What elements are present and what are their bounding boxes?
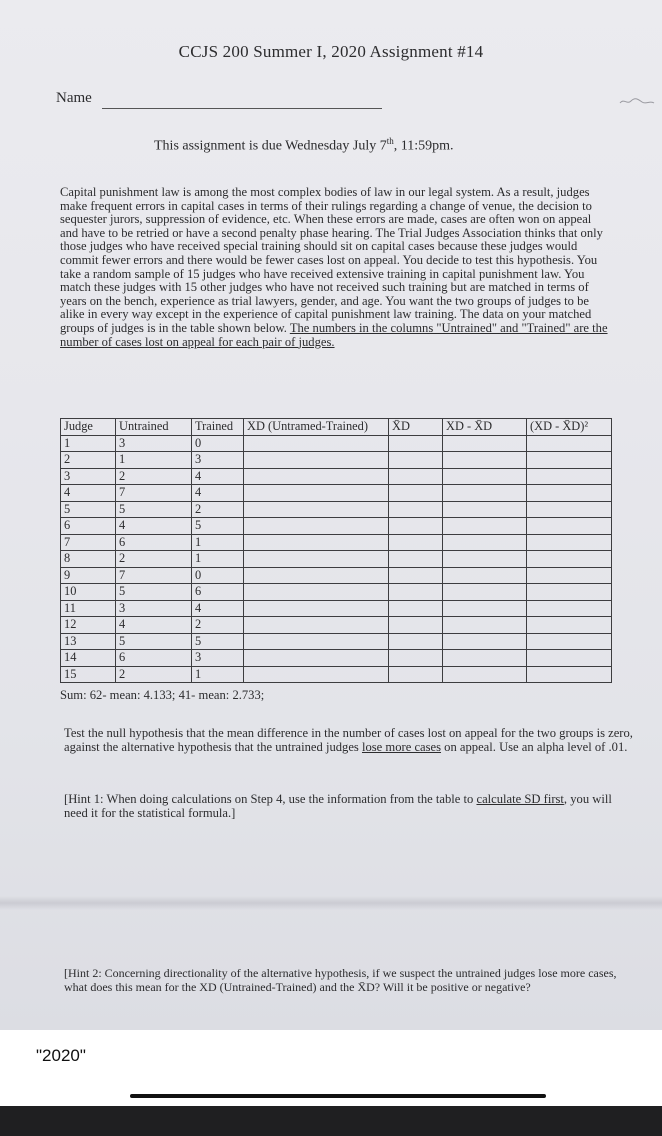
- table-cell: [389, 435, 443, 452]
- table-cell: [443, 518, 527, 535]
- table-cell: [389, 600, 443, 617]
- hypothesis-test-instructions: Test the null hypothesis that the mean difference in the number of cases lost on appeal for the two groups is zero, against the alternative hypothesis that the untrained judges lose more cases on appeal. Use an alpha level of .01.: [64, 726, 633, 754]
- table-cell: [389, 452, 443, 469]
- name-field-line: [102, 108, 382, 109]
- table-cell: [443, 584, 527, 601]
- table-row: [61, 600, 612, 617]
- underlined-column-note: The numbers in the columns "Untrained" and "Trained" are the number of cases lost on appeal for each pair of judges.: [60, 320, 608, 349]
- table-cell: 4: [192, 468, 244, 485]
- header-squared-deviation: (XD - X̄D)²: [527, 419, 612, 436]
- table-cell: [389, 633, 443, 650]
- table-cell: [443, 485, 527, 502]
- header-trained: Trained: [192, 419, 244, 436]
- table-cell: 6: [116, 650, 192, 667]
- table-row: [61, 650, 612, 667]
- table-cell: 6: [116, 534, 192, 551]
- table-row: [61, 485, 612, 502]
- table-cell: 5: [192, 633, 244, 650]
- table-cell: [527, 617, 612, 634]
- table-cell: [389, 584, 443, 601]
- table-cell: 1: [116, 452, 192, 469]
- table-cell: [389, 551, 443, 568]
- table-cell: 12: [61, 617, 116, 634]
- table-cell: [443, 567, 527, 584]
- table-cell: [389, 666, 443, 683]
- table-cell: [244, 452, 389, 469]
- hint-2: [Hint 2: Concerning directionality of the alternative hypothesis, if we suspect the untrained judges lose more cases, what does this mean for the XD (Untrained-Trained) and the X̄D? Will it be positive or negative?: [64, 966, 617, 994]
- problem-paragraph: Capital punishment law is among the most complex bodies of law in our legal system. As a result, judges make frequent errors in capital cases in terms of their rulings regarding a change of venue, the decision to sequester jurors, suppression of evidence, etc. When these errors are made, cases are often won on appeal and have to be retried or have a second penalty phase hearing. The Trial Judges Association thinks that only those judges who have received special training should sit on capital cases because these judges would commit fewer errors and there would be fewer cases lost on appeal. You decide to test this hypothesis. You take a random sample of 15 judges who have received extensive training in capital punishment law. You match these judges with 15 other judges who have not received such training but are matched in terms of years on the bench, experience as trial lawyers, gender, and age. You want the two groups of judges to be alike in every way except in the experience of capital punishment law training. The data on your matched groups of judges is in the table shown below. The numbers in the columns "Untrained" and "Trained" are the number of cases lost on appeal for each pair of judges.: [60, 185, 608, 349]
- document-title: CCJS 200 Summer I, 2020 Assignment #14: [178, 42, 484, 61]
- table-cell: 0: [192, 567, 244, 584]
- table-cell: [443, 617, 527, 634]
- table-row: [61, 617, 612, 634]
- pen-scribble-icon: [618, 96, 656, 106]
- table-cell: 4: [192, 485, 244, 502]
- header-untrained: Untrained: [116, 419, 192, 436]
- judges-data-table: [60, 418, 612, 683]
- table-row: [61, 567, 612, 584]
- table-row: [61, 518, 612, 535]
- table-cell: [244, 435, 389, 452]
- table-row: [61, 551, 612, 568]
- table-cell: 15: [61, 666, 116, 683]
- table-cell: 2: [116, 551, 192, 568]
- table-cell: [244, 567, 389, 584]
- table-cell: 7: [61, 534, 116, 551]
- table-cell: [443, 452, 527, 469]
- table-cell: 5: [116, 633, 192, 650]
- table-cell: 4: [192, 600, 244, 617]
- table-cell: [389, 468, 443, 485]
- table-cell: [244, 666, 389, 683]
- table-cell: [443, 435, 527, 452]
- table-cell: 2: [116, 666, 192, 683]
- table-row: [61, 666, 612, 683]
- table-cell: 11: [61, 600, 116, 617]
- table-cell: [527, 650, 612, 667]
- table-cell: 3: [192, 452, 244, 469]
- hint-1: [Hint 1: When doing calculations on Step 4, use the information from the table to calculate SD first, you will need it for the statistical formula.]: [64, 792, 612, 820]
- table-cell: [443, 633, 527, 650]
- table-cell: [389, 617, 443, 634]
- table-row: [61, 435, 612, 452]
- table-cell: [244, 501, 389, 518]
- table-row: [61, 584, 612, 601]
- table-cell: 2: [61, 452, 116, 469]
- table-cell: [389, 534, 443, 551]
- table-cell: 7: [116, 567, 192, 584]
- table-cell: 8: [61, 551, 116, 568]
- table-cell: [527, 468, 612, 485]
- table-cell: [527, 633, 612, 650]
- image-caption: "2020": [36, 1046, 86, 1065]
- table-cell: [244, 650, 389, 667]
- sums-line: Sum: 62- mean: 4.133; 41- mean: 2.733;: [60, 688, 265, 702]
- table-cell: 4: [116, 518, 192, 535]
- table-row: [61, 633, 612, 650]
- table-cell: [527, 501, 612, 518]
- table-cell: 5: [116, 501, 192, 518]
- table-cell: 3: [116, 600, 192, 617]
- table-cell: [527, 452, 612, 469]
- table-cell: [443, 534, 527, 551]
- table-cell: [527, 666, 612, 683]
- header-xd: XD (Untramed-Trained): [244, 419, 389, 436]
- table-cell: [443, 650, 527, 667]
- table-cell: [389, 518, 443, 535]
- table-cell: 6: [192, 584, 244, 601]
- header-deviation: XD - X̄D: [443, 419, 527, 436]
- table-cell: [244, 584, 389, 601]
- page-fold-shadow: [0, 896, 662, 910]
- table-cell: [244, 468, 389, 485]
- table-cell: 1: [192, 551, 244, 568]
- table-cell: [389, 501, 443, 518]
- header-mean-xd: X̄D: [389, 419, 443, 436]
- table-row: [61, 534, 612, 551]
- table-cell: 2: [192, 617, 244, 634]
- table-cell: 4: [61, 485, 116, 502]
- table-cell: [443, 600, 527, 617]
- table-cell: 13: [61, 633, 116, 650]
- table-cell: 5: [61, 501, 116, 518]
- horizontal-scrollbar[interactable]: [130, 1094, 546, 1098]
- table-cell: 9: [61, 567, 116, 584]
- table-cell: [527, 567, 612, 584]
- table-row: [61, 468, 612, 485]
- table-cell: [244, 551, 389, 568]
- table-cell: [527, 600, 612, 617]
- table-row: [61, 501, 612, 518]
- table-cell: [443, 666, 527, 683]
- table-cell: [244, 518, 389, 535]
- table-cell: [244, 485, 389, 502]
- table-cell: [244, 633, 389, 650]
- table-cell: 0: [192, 435, 244, 452]
- table-header-row: [61, 419, 612, 436]
- table-cell: [389, 650, 443, 667]
- table-cell: 3: [61, 468, 116, 485]
- table-cell: 2: [192, 501, 244, 518]
- table-cell: 1: [192, 666, 244, 683]
- table-cell: 5: [192, 518, 244, 535]
- table-cell: [443, 468, 527, 485]
- table-cell: 2: [116, 468, 192, 485]
- table-cell: 3: [116, 435, 192, 452]
- bottom-bar: [0, 1106, 662, 1136]
- table-cell: [527, 534, 612, 551]
- table-cell: [527, 551, 612, 568]
- table-cell: [389, 567, 443, 584]
- table-cell: 6: [61, 518, 116, 535]
- table-cell: 4: [116, 617, 192, 634]
- table-cell: [443, 551, 527, 568]
- table-cell: [244, 600, 389, 617]
- table-cell: [244, 617, 389, 634]
- name-label: Name: [56, 90, 92, 106]
- table-cell: 7: [116, 485, 192, 502]
- table-cell: 1: [192, 534, 244, 551]
- table-cell: 5: [116, 584, 192, 601]
- table-cell: [527, 435, 612, 452]
- due-date: This assignment is due Wednesday July 7th, 11:59pm.: [154, 136, 454, 154]
- table-cell: [527, 584, 612, 601]
- table-cell: 10: [61, 584, 116, 601]
- header-judge: Judge: [61, 419, 116, 436]
- table-cell: [389, 485, 443, 502]
- table-cell: [244, 534, 389, 551]
- table-cell: [527, 518, 612, 535]
- table-row: [61, 452, 612, 469]
- table-cell: [527, 485, 612, 502]
- table-cell: 3: [192, 650, 244, 667]
- table-cell: [443, 501, 527, 518]
- table-cell: 14: [61, 650, 116, 667]
- table-cell: 1: [61, 435, 116, 452]
